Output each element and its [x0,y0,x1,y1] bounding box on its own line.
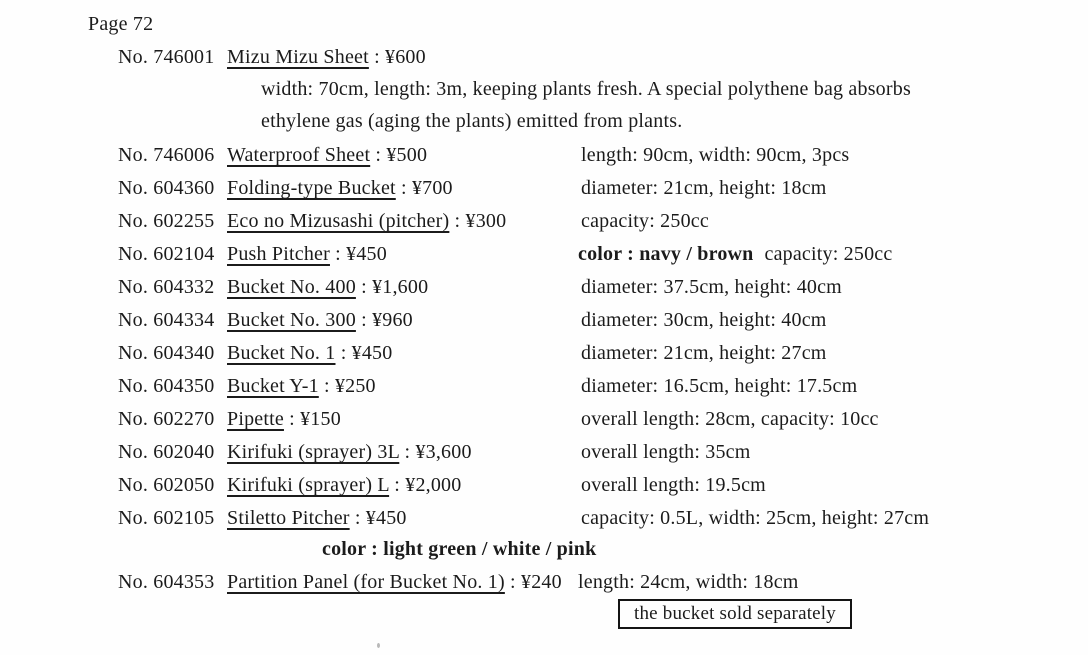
product-name: Bucket No. 1 [227,342,336,364]
page-header [0,13,1088,41]
product-spec [581,342,827,365]
product-price: : ¥250 [318,375,376,397]
product-spec-text: diameter: 30cm, height: 40cm [581,309,827,331]
product-spec-text: capacity: 0.5L, width: 25cm, height: 27cm [581,507,930,529]
product-spec-text: overall length: 28cm, capacity: 10cc [581,408,879,430]
product-name: Push Pitcher [227,243,330,265]
product-spec [581,210,709,233]
product-row [0,46,1088,74]
product-row [0,144,1088,172]
product-price: : ¥960 [355,309,413,331]
product-row [0,309,1088,337]
product-price: : ¥1,600 [355,276,429,298]
note-box-text: the bucket sold separately [634,603,836,624]
product-name: Partition Panel (for Bucket No. 1) [227,571,505,593]
product-entry [227,441,472,464]
product-row [0,243,1088,271]
product-row [0,342,1088,370]
product-spec [581,375,857,398]
product-price: : ¥2,000 [389,474,462,496]
product-entry [227,177,453,200]
product-price: : ¥3,600 [399,441,472,463]
note-box [618,599,852,629]
product-number: No. 602255 [118,210,215,232]
product-row [0,276,1088,304]
product-spec-text: overall length: 19.5cm [581,474,766,496]
product-spec [578,571,799,594]
product-entry [227,210,506,233]
product-spec-text: overall length: 35cm [581,441,751,463]
product-row [0,210,1088,238]
product-price: : ¥150 [283,408,341,430]
description-text: ethylene gas (aging the plants) emitted from plants. [261,110,683,132]
product-spec [578,243,892,266]
product-price: : ¥450 [349,507,407,529]
product-row [0,507,1088,535]
product-row [0,571,1088,599]
product-number: No. 604350 [118,375,215,397]
product-number: No. 746001 [118,46,215,68]
product-number: No. 602105 [118,507,215,529]
color-note-text: color : light green / white / pink [322,538,597,560]
product-number: No. 604332 [118,276,215,298]
product-spec [581,309,827,332]
product-row [0,474,1088,502]
product-entry [227,507,407,530]
product-name: Bucket No. 300 [227,309,356,331]
product-entry [227,276,428,299]
product-entry [227,144,427,167]
product-row [0,177,1088,205]
product-number: No. 604334 [118,309,215,331]
product-name: Bucket No. 400 [227,276,356,298]
product-spec-text: length: 24cm, width: 18cm [578,571,799,593]
product-price: : ¥300 [449,210,507,232]
product-spec-text: length: 90cm, width: 90cm, 3pcs [581,144,850,166]
product-name: Eco no Mizusashi (pitcher) [227,210,450,232]
product-name: Bucket Y-1 [227,375,319,397]
product-spec-text: diameter: 21cm, height: 18cm [581,177,827,199]
product-number: No. 604360 [118,177,215,199]
product-price: : ¥450 [329,243,387,265]
product-spec-text: diameter: 16.5cm, height: 17.5cm [581,375,858,397]
product-spec-text: diameter: 21cm, height: 27cm [581,342,827,364]
product-price: : ¥450 [335,342,393,364]
product-entry [227,243,387,266]
product-entry [227,408,341,431]
product-spec [581,276,842,299]
product-name: Kirifuki (sprayer) L [227,474,390,496]
product-spec-bold: color : navy / brown [578,243,754,265]
product-name: Kirifuki (sprayer) 3L [227,441,400,463]
product-spec-text: diameter: 37.5cm, height: 40cm [581,276,842,298]
product-price: : ¥600 [368,46,426,68]
product-spec [581,507,929,530]
scan-speck [377,643,380,648]
product-spec [581,474,766,497]
product-row [0,375,1088,403]
product-price: : ¥240 [504,571,562,593]
product-row [0,408,1088,436]
product-entry [227,474,461,497]
product-name: Mizu Mizu Sheet [227,46,369,68]
product-name: Stiletto Pitcher [227,507,350,529]
product-number: No. 604353 [118,571,215,593]
product-name: Pipette [227,408,284,430]
product-entry [227,375,376,398]
product-number: No. 746006 [118,144,215,166]
product-entry [227,342,392,365]
product-description-line [0,78,1088,106]
description-text: width: 70cm, length: 3m, keeping plants fresh. A special polythene bag absorbs [261,78,911,100]
product-number: No. 602104 [118,243,215,265]
product-row [0,441,1088,469]
product-spec-text: capacity: 250cc [764,243,893,265]
product-name: Waterproof Sheet [227,144,371,166]
page-number: Page 72 [88,13,154,35]
product-entry [227,309,413,332]
product-entry [227,571,562,594]
product-entry [227,46,426,69]
product-price: : ¥500 [370,144,428,166]
product-number: No. 602270 [118,408,215,430]
product-spec [581,144,849,167]
product-spec [581,177,827,200]
product-number: No. 602040 [118,441,215,463]
color-note-row [0,538,1088,566]
product-number: No. 602050 [118,474,215,496]
product-spec-text: capacity: 250cc [581,210,709,232]
product-number: No. 604340 [118,342,215,364]
product-spec [581,441,751,464]
product-description-line [0,110,1088,138]
product-spec [581,408,879,431]
product-name: Folding-type Bucket [227,177,396,199]
product-price: : ¥700 [395,177,453,199]
